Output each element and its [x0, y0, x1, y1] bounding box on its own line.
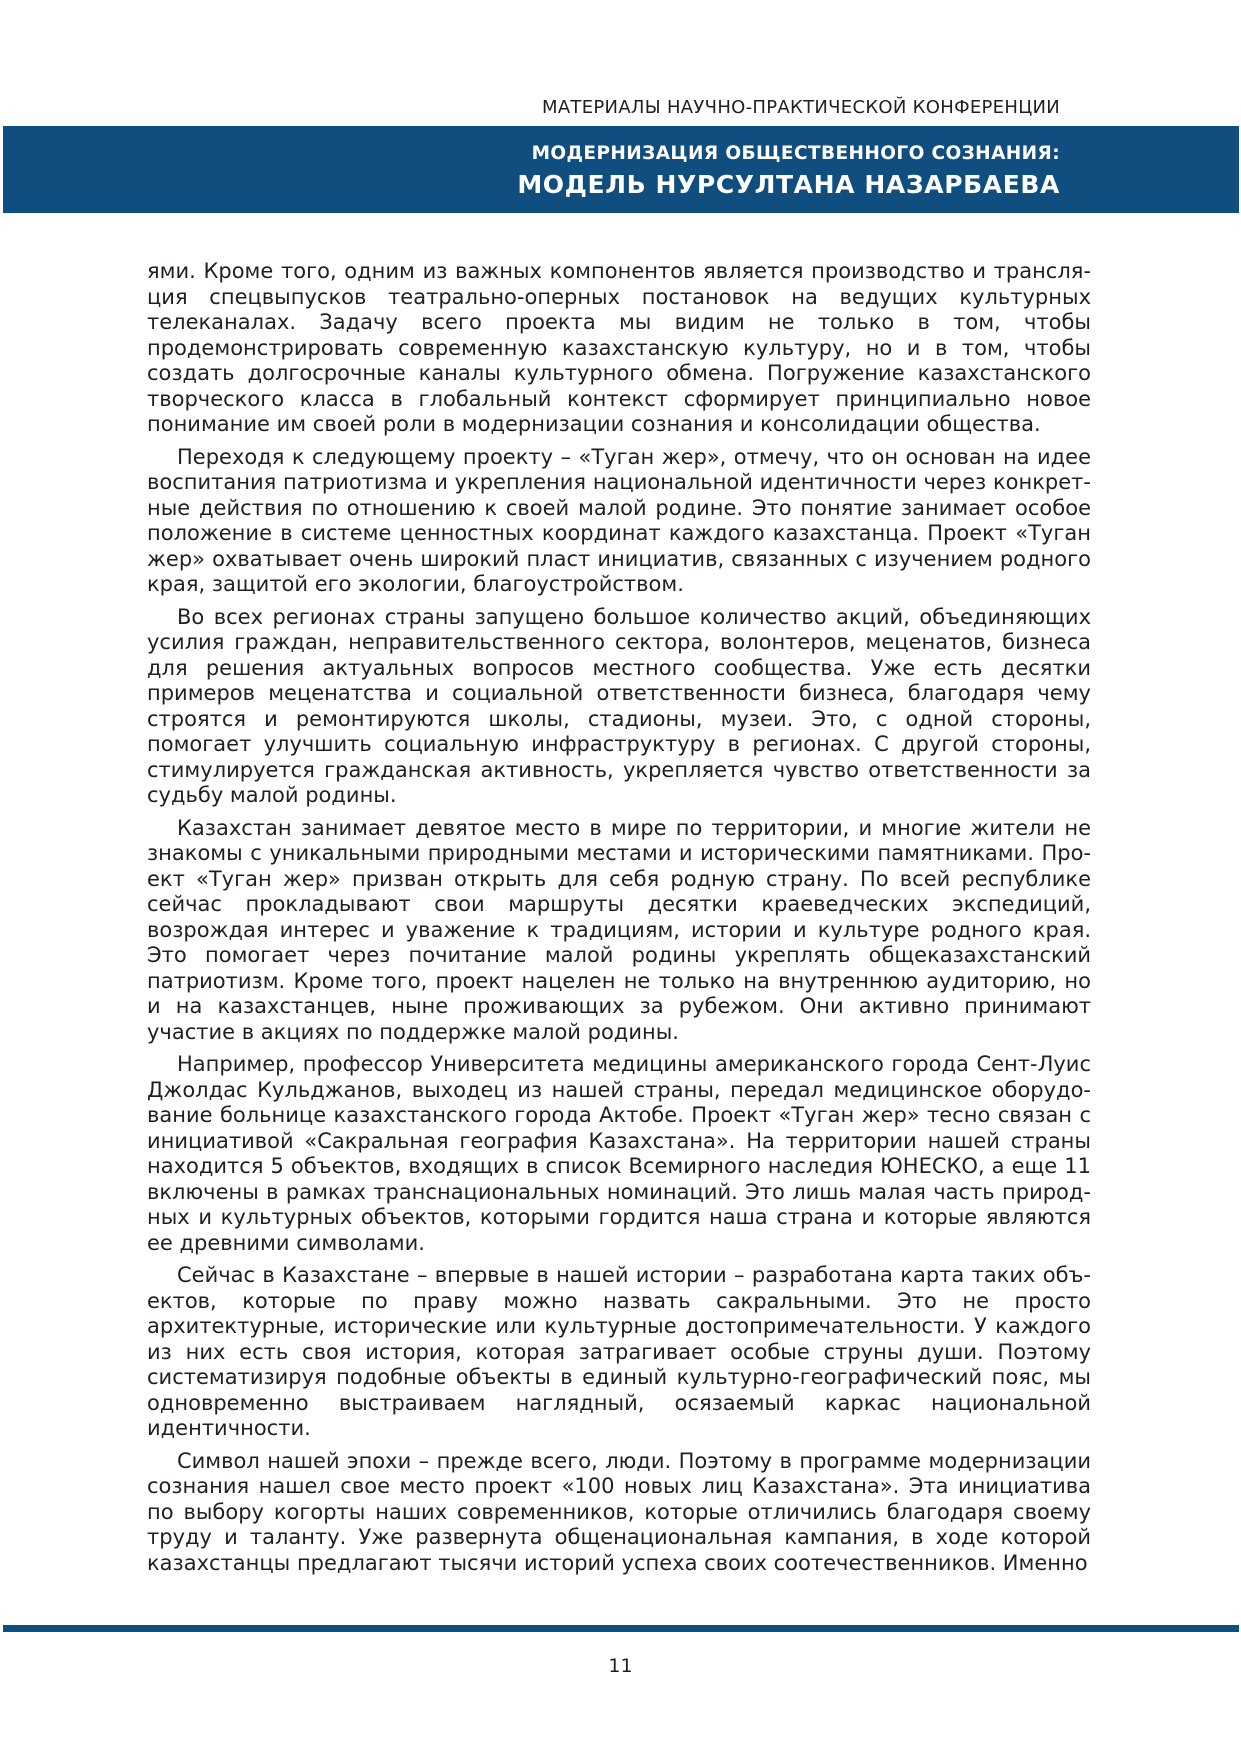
body-text	[147, 259, 1091, 1583]
conference-label: МАТЕРИАЛЫ НАУЧНО-ПРАКТИЧЕСКОЙ КОНФЕРЕНЦИИ	[541, 97, 1060, 118]
paragraph-3: Во всех регионах страны запущено большое количество акций, объединяющих усилия граждан, неправительственного сектора, волонтеров, меценатов, бизнеса для решения актуальных вопросов местного сообщества. Уже есть десятки примеров меценатства и социальной ответственности бизнеса, благодаря чему строятся и ремонтируются школы, стадионы, музеи. Это, с одной стороны, помогает улучшить социальную инфраструктуру в регионах. С другой стороны, стимулируется гражданская активность, укрепляется чувство ответственности за судьбу малой родины.	[147, 604, 1091, 807]
paragraph-7: Символ нашей эпохи – прежде всего, люди. Поэтому в программе модернизации сознания нашел свое место проект «100 новых лиц Казахстана». Эта инициатива по выбору когорты наших современников, которые отличились благодаря своему труду и таланту. Уже развернута общенациональная кампания, в ходе которой казахстанцы предлагают тысячи историй успеха своих соотечественников. Именно	[147, 1448, 1091, 1575]
paragraph-6: Сейчас в Казахстане – впервые в нашей истории – разработана карта таких объектов, которые по праву можно назвать сакральными. Это не просто архитектурные, исторические или культурные достопримечательности. У каждого из них есть своя история, которая затрагивает особые струны души. Поэтому систематизируя подобные объекты в единый культурно-географический пояс, мы одновременно выстраиваем наглядный, осязаемый каркас национальной идентичности.	[147, 1263, 1091, 1440]
header-title-line1: МОДЕРНИЗАЦИЯ ОБЩЕСТВЕННОГО СОЗНАНИЯ:	[531, 143, 1060, 164]
paragraph-2: Переходя к следующему проекту – «Туган жер», отмечу, что он основан на идее воспитания патриотизма и укрепления национальной идентичности через конкретные действия по отношению к своей малой родине. Это понятие занимает особое положение в системе ценностных координат каждого казахстанца. Проект «Туган жер» охватывает очень широкий пласт инициатив, связанных с изучением родного края, защитой его экологии, благоустройством.	[147, 444, 1091, 596]
paragraph-4: Казахстан занимает девятое место в мире по территории, и многие жители не знакомы с уникальными природными местами и историческими памятниками. Проект «Туган жер» призван открыть для себя родную страну. По всей республике сейчас прокладывают свои маршруты десятки краеведческих экспедиций, возрождая интерес и уважение к традициям, истории и культуре родного края. Это помогает через почитание малой родины укреплять общеказахстанский патриотизм. Кроме того, проект нацелен не только на внутреннюю аудиторию, но и на казахстанцев, ныне проживающих за рубежом. Они активно принимают участие в акциях по поддержке малой родины.	[147, 815, 1091, 1044]
paragraph-1: ями. Кроме того, одним из важных компонентов является производство и трансляция спецвыпусков театрально-оперных постановок на ведущих культурных телеканалах. Задачу всего проекта мы видим не только в том, чтобы продемонстрировать современную казахстанскую культуру, но и в том, чтобы создать долгосрочные каналы культурного обмена. Погружение казахстанского творческого класса в глобальный контекст сформирует принципиально новое понимание им своей роли в модернизации сознания и консолидации общества.	[147, 259, 1091, 436]
paragraph-5: Например, профессор Университета медицины американского города Сент-Луис Джолдас Кульджанов, выходец из нашей страны, передал медицинское оборудование больнице казахстанского города Актобе. Проект «Туган жер» тесно связан с инициативой «Сакральная география Казахстана». На территории нашей страны находится 5 объектов, входящих в список Всемирного наследия ЮНЕСКО, а еще 11 включены в рамках транснациональных номинаций. Это лишь малая часть природных и культурных объектов, которыми гордится наша страна и которые являются ее древними символами.	[147, 1052, 1091, 1255]
header-title-line2: МОДЕЛЬ НУРСУЛТАНА НАЗАРБАЕВА	[517, 170, 1060, 199]
page-number: 11	[608, 1655, 633, 1677]
footer-rule	[3, 1625, 1239, 1632]
